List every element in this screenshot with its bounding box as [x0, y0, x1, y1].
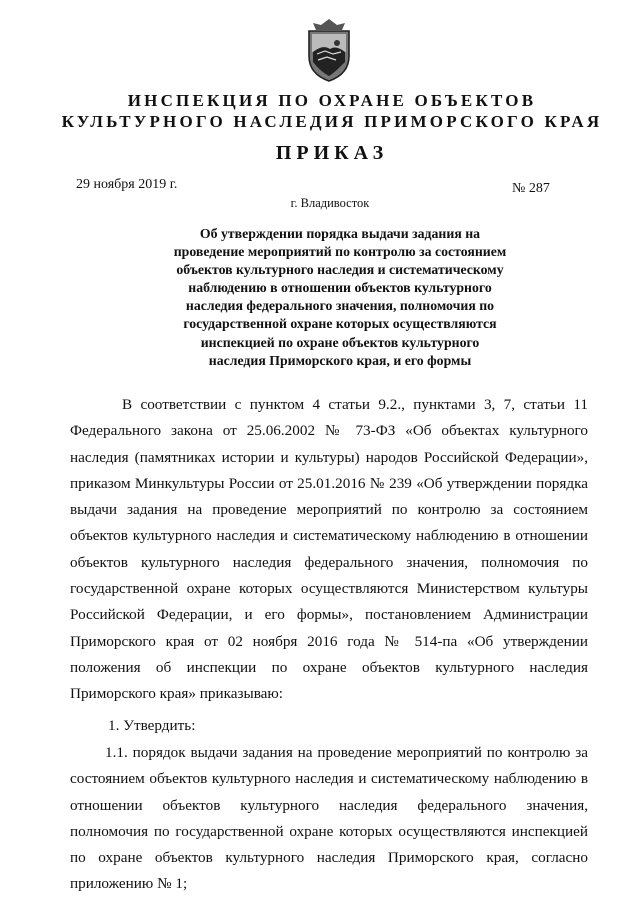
document-type: ПРИКАЗ	[275, 142, 389, 164]
preamble-paragraph	[70, 392, 588, 708]
document-date: 29 ноября 2019 г.	[76, 177, 178, 192]
org-name-line-2: КУЛЬТУРНОГО НАСЛЕДИЯ ПРИМОРСКОГО КРАЯ	[61, 112, 603, 131]
document-title	[150, 225, 530, 370]
document-city	[0, 196, 640, 211]
title-line: наследия Приморского края, и его формы	[208, 352, 472, 368]
title-line: инспекцией по охране объектов культурного	[200, 334, 480, 350]
org-name-line-1: ИНСПЕКЦИЯ ПО ОХРАНЕ ОБЪЕКТОВ	[127, 91, 537, 110]
preamble-text: В соответствии с пунктом 4 статьи 9.2., пунктами 3, 7, статьи 11 Федерального закона от 25.06.2002 № 73-ФЗ «Об объектах культурного наследия (памятниках истории и культуры) народов Российской Федерации», приказом Минкультуры России от 25.01.2016 № 239 «Об утверждении порядка выдачи задания на проведение мероприятий по контролю за состоянием объектов культурного наследия и систематическому наблюдению в отношении объектов культурного наследия федерального значения, полномочия по государственной охране которых осуществляются Министерством культуры Российской Федерации, и его формы», постановлением Администрации Приморского края от 02 ноября 2016 года № 514-па «Об утверждении положения об инспекции по охране объектов культурного наследия Приморского края» приказываю:	[70, 396, 588, 703]
city-label: г. Владивосток	[290, 196, 370, 210]
title-line: государственной охране которых осуществляются	[183, 316, 497, 332]
item-1: 1. Утвердить:	[108, 717, 196, 734]
document-number: № 287	[512, 181, 550, 196]
item-1-1-text: 1.1. порядок выдачи задания на проведение мероприятий по контролю за состоянием объектов культурного наследия и систематическому наблюдению в отношении объектов культурного наследия федерального значения, полномочия по государственной охране которых осуществляются инспекцией по охране объектов культурного наследия Приморского края, согласно приложению № 1;	[70, 744, 588, 893]
title-line: объектов культурного наследия и систематическому	[176, 262, 504, 278]
item-1-1-paragraph	[70, 740, 588, 898]
title-line: Об утверждении порядка выдачи задания на	[199, 226, 481, 241]
title-line: наследия федерального значения, полномочия по	[185, 298, 495, 314]
title-line: проведение мероприятий по контролю за состоянием	[173, 244, 507, 260]
coat-of-arms-icon	[303, 18, 355, 82]
title-line: наблюдению в отношении объектов культурного	[188, 280, 492, 296]
